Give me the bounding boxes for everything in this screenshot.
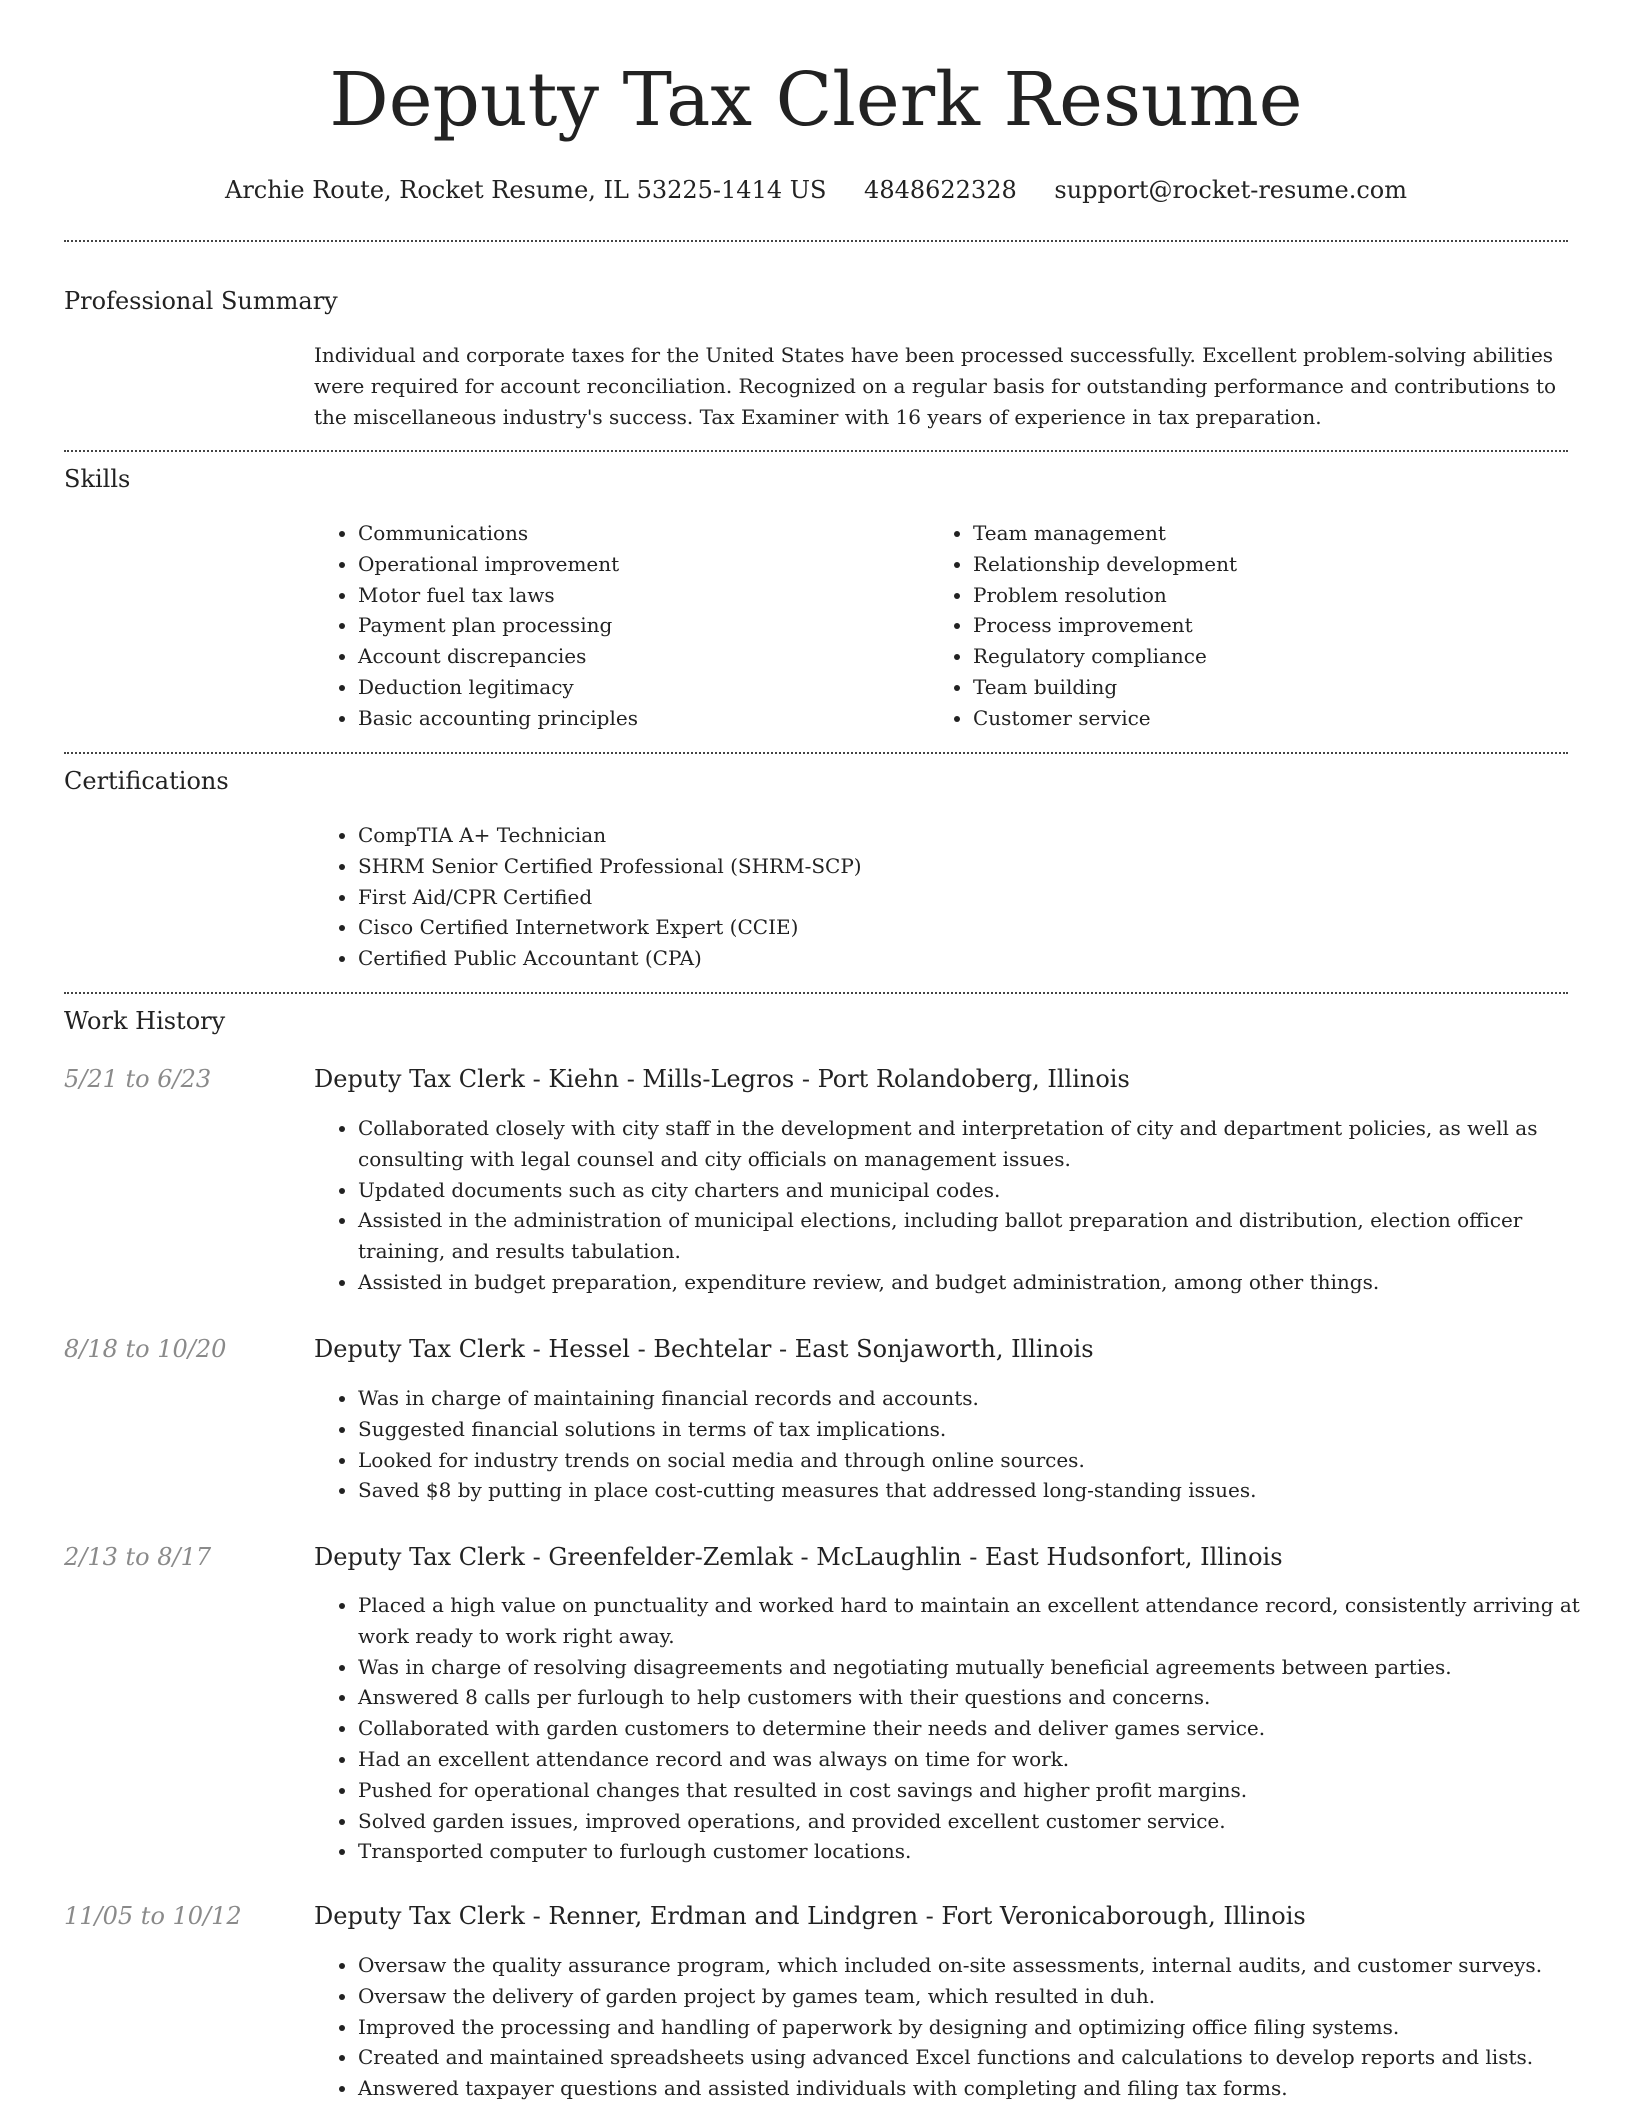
list-item: • Cisco Certified Internetwork Expert (CCIE) xyxy=(358,912,1612,943)
job-title: Deputy Tax Clerk - Greenfelder-Zemlak - McLaughlin - East Hudsonfort, Illinois xyxy=(314,1543,1283,1571)
contact-address: Archie Route, Rocket Resume, IL 53225-1414 US xyxy=(224,176,827,204)
list-item: • Assisted in the administration of municipal elections, including ballot preparation and distribution, election officer training, and results tabulation. xyxy=(358,1205,1612,1267)
divider xyxy=(64,752,1568,754)
list-item: • Placed a high value on punctuality and worked hard to maintain an excellent attendance record, consistently arriving at work ready to work right away. xyxy=(358,1590,1612,1652)
list-item: • Payment plan processing xyxy=(358,610,928,641)
list-item: • Certified Public Accountant (CPA) xyxy=(358,943,1612,974)
list-item: • Relationship development xyxy=(973,549,1573,580)
list-item: • Was in charge of resolving disagreements and negotiating mutually beneficial agreements between parties. xyxy=(358,1652,1612,1683)
list-item: • Deduction legitimacy xyxy=(358,672,928,703)
job-title: Deputy Tax Clerk - Kiehn - Mills-Legros - Port Rolandoberg, Illinois xyxy=(314,1065,1130,1093)
list-item: • SHRM Senior Certified Professional (SHRM-SCP) xyxy=(358,851,1612,882)
list-item: • Assisted in budget preparation, expenditure review, and budget administration, among other things. xyxy=(358,1267,1612,1298)
list-item: • Team building xyxy=(973,672,1573,703)
list-item: • Oversaw the quality assurance program, which included on-site assessments, internal audits, and customer surveys. xyxy=(358,1950,1612,1981)
list-item: • Pushed for operational changes that resulted in cost savings and higher profit margins. xyxy=(358,1775,1612,1806)
list-item: • Problem resolution xyxy=(973,580,1573,611)
job-dates: 11/05 to 10/12 xyxy=(64,1902,242,1930)
list-item: • Solved garden issues, improved operations, and provided excellent customer service. xyxy=(358,1806,1612,1837)
list-item: • Account discrepancies xyxy=(358,641,928,672)
list-item: • CompTIA A+ Technician xyxy=(358,820,1612,851)
list-item: • Motor fuel tax laws xyxy=(358,580,928,611)
contact-email: support@rocket-resume.com xyxy=(1054,176,1408,204)
job-bullets xyxy=(314,1383,1612,1506)
summary-text: Individual and corporate taxes for the United States have been processed successfully. Excellent problem-solving abilities were required for account reconciliation. Recognized on a regular basis for outstanding performance and contributions to the miscellaneous industry's success. Tax Examiner with 16 years of experience in tax preparation. xyxy=(314,343,1557,429)
job-title: Deputy Tax Clerk - Hessel - Bechtelar - East Sonjaworth, Illinois xyxy=(314,1335,1094,1363)
list-item: • Operational improvement xyxy=(358,549,928,580)
list-item: • Process improvement xyxy=(973,610,1573,641)
job-dates: 5/21 to 6/23 xyxy=(64,1065,212,1093)
list-item: • Regulatory compliance xyxy=(973,641,1573,672)
list-item: • Saved $8 by putting in place cost-cutting measures that addressed long-standing issues. xyxy=(358,1475,1612,1506)
list-item: • First Aid/CPR Certified xyxy=(358,882,1612,913)
list-item: • Suggested financial solutions in terms of tax implications. xyxy=(358,1414,1612,1445)
section-title-work-history: Work History xyxy=(64,1007,226,1035)
list-item: • Basic accounting principles xyxy=(358,703,928,734)
list-item: • Team management xyxy=(973,518,1573,549)
list-item: • Answered 8 calls per furlough to help customers with their questions and concerns. xyxy=(358,1682,1612,1713)
list-item: • Transported computer to furlough customer locations. xyxy=(358,1836,1612,1867)
job-bullets xyxy=(314,1113,1612,1298)
job-title: Deputy Tax Clerk - Renner, Erdman and Lindgren - Fort Veronicaborough, Illinois xyxy=(314,1902,1306,1930)
section-title-summary: Professional Summary xyxy=(64,287,338,315)
divider xyxy=(64,992,1568,994)
list-item: • Collaborated closely with city staff in the development and interpretation of city and department policies, as well as consulting with legal counsel and city officials on management issues. xyxy=(358,1113,1612,1175)
skills-list-right xyxy=(929,518,1573,734)
list-item: • Collaborated with garden customers to determine their needs and deliver games service. xyxy=(358,1713,1612,1744)
list-item: • Was in charge of maintaining financial records and accounts. xyxy=(358,1383,1612,1414)
list-item: • Communications xyxy=(358,518,928,549)
list-item: • Customer service xyxy=(973,703,1573,734)
section-title-skills: Skills xyxy=(64,465,131,493)
list-item: • Updated documents such as city charters and municipal codes. xyxy=(358,1175,1612,1206)
job-dates: 8/18 to 10/20 xyxy=(64,1335,227,1363)
list-item: • Created and maintained spreadsheets using advanced Excel functions and calculations to develop reports and lists. xyxy=(358,2042,1612,2073)
divider xyxy=(64,450,1568,452)
list-item: • Oversaw the delivery of garden project by games team, which resulted in duh. xyxy=(358,1981,1612,2012)
skills-list-left xyxy=(314,518,928,734)
contact-phone: 4848622328 xyxy=(864,176,1017,204)
contact-line xyxy=(0,170,1632,210)
job-dates: 2/13 to 8/17 xyxy=(64,1543,212,1571)
list-item: • Looked for industry trends on social media and through online sources. xyxy=(358,1445,1612,1476)
list-item: • Had an excellent attendance record and was always on time for work. xyxy=(358,1744,1612,1775)
certifications-list xyxy=(314,820,1612,974)
job-bullets xyxy=(314,1590,1612,1867)
divider xyxy=(64,240,1568,242)
list-item: • Improved the processing and handling of paperwork by designing and optimizing office filing systems. xyxy=(358,2012,1612,2043)
job-bullets xyxy=(314,1950,1612,2104)
resume-title: Deputy Tax Clerk Resume xyxy=(329,57,1303,143)
section-title-certifications: Certifications xyxy=(64,767,229,795)
list-item: • Answered taxpayer questions and assisted individuals with completing and filing tax forms. xyxy=(358,2073,1612,2104)
